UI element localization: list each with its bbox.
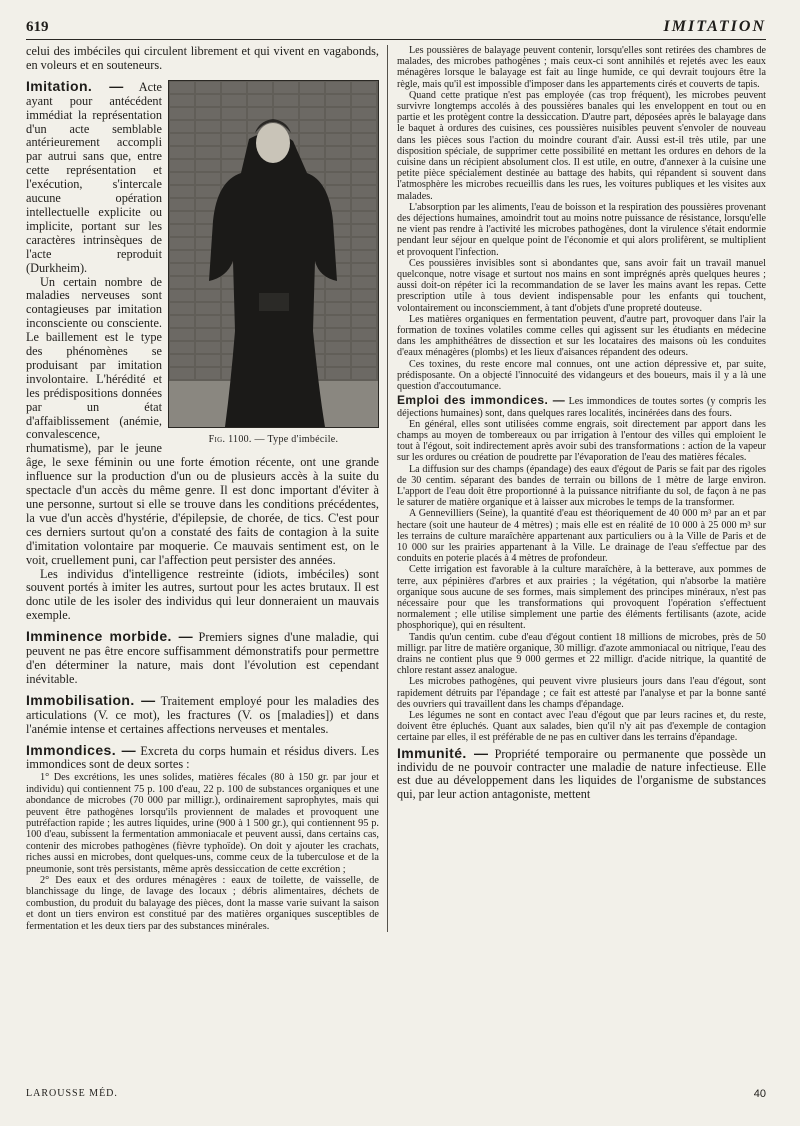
paragraph: Ces poussières invisibles sont si abondantes que, sans avoir fait un travail manuel quelconque, notre visage et surtout nos mains en sont imprégnés après quelques heures ; aussi doit-on répéter ici la recommandation de se laver les mains avant les repas. Cette prescription utile à tous devient indispensable pour les enfants qui touchent, volontairement ou inconsciemment, à tant d'objets d'une propreté douteuse. bbox=[397, 257, 766, 314]
paragraph: L'absorption par les aliments, l'eau de boisson et la respiration des poussières provenant des déjections humaines, amoindrit tout au moins notre puissance de résistance, lorsqu'elle ne vient pas rendre à l'activité les microbes pathogènes, dont la virulence s'était endormie pendant leur séjour en quelque point de l'économie et qui alors prolifèrent, se multiplient et provoquent l'infection. bbox=[397, 201, 766, 258]
page-footer bbox=[26, 1088, 766, 1100]
entry-imminence bbox=[26, 630, 379, 687]
footer-signature: 40 bbox=[753, 1088, 766, 1100]
paragraph: Un certain nombre de maladies nerveuses sont contagieuses par imitation inconsciente ou consciente. Le baillement est le type des phénomènes se produisant par imitation involontaire. L'hérédité et les prédispositions données par un état d'affaiblissement (anémie, convalescence, rhumatisme), par le jeune âge, le sexe féminin ou une forte émotion récente, ont une grande influence sur la production d'un ou de plusieurs accès à la suite du spectacle d'un accès du même genre. Il est donc important d'éviter à une personne, surtout si elle se trouve dans les conditions précédentes, la vue d'un accès d'hystérie, d'épilepsie, de chorée, de tics. C'est pour ces derniers surtout qu'on a constaté des faits de contagion à la suite d'imitation volontaire par moquerie. Ce mauvais sentiment est, on le voit, cruellement puni, car l'affection peut persister des années. bbox=[26, 274, 379, 567]
entry-heading: Immunité. — bbox=[397, 744, 489, 761]
entry-heading: Emploi des immondices. — bbox=[397, 393, 566, 408]
entry-immondices bbox=[26, 741, 379, 933]
entry-imitation bbox=[26, 77, 379, 623]
two-columns bbox=[26, 45, 766, 932]
paragraph: 1° Des excrétions, les unes solides, matières fécales (80 à 150 gr. par jour et individu) qui contiennent 75 p. 100 d'eau, 22 p. 100 de substances organiques et une abondance de microbes (70 000 par milligr.), ordinairement saprophytes, mais qui peuvent être pathogènes lorsqu'ils proviennent de malades et provoquent une putréfaction rapide ; les autres liquides, urine (900 à 1 500 gr.), qui contiennent 95 p. 100 d'eau, subissent la fermentation ammoniacale et peuvent aussi, dans certains cas, contenir des microbes pathogènes (fièvre typhoïde). On doit y ajouter les crachats, riches aussi en microbes, dont quelques-uns, comme ceux de la tuberculose et de la pneumonie, sont très persistants, même après dessiccation de cette excrétion ; bbox=[26, 772, 379, 875]
page-header bbox=[26, 18, 766, 40]
entry-text: Les immondices de toutes sortes (y compris les déjections humaines) sont, dans quelques rares localités, incinérées dans des fours. bbox=[397, 396, 767, 419]
paragraph: En général, elles sont utilisées comme engrais, soit directement par apport dans les champs au moyen de tombereaux ou par irrigation à l'entour des villes qui emploient le tout à l'égout, soit indirectement après avoir subi des transformations : action de la vapeur sur les ordures ou création de poudrette par l'évaporation de l'eau des matières fécales. bbox=[397, 418, 766, 464]
entry-text: Propriété temporaire ou permanente que possède un individu de ne pouvoir contracter une maladie de nature infectieuse. Elle est due au développement dans les liquides de l'organisme de substances qui, par leur action antagoniste, mettent bbox=[397, 746, 767, 801]
paragraph: Les microbes pathogènes, qui peuvent vivre plusieurs jours dans l'eau d'égout, sont rapidement détruits par l'épandage ; ce fait est attesté par l'analyse et par la bonne santé des ouvriers qui travaillent dans les champs d'épandage. bbox=[397, 676, 766, 710]
entry-text: Excreta du corps humain et résidus divers. Les immondices sont de deux sortes : bbox=[26, 743, 379, 772]
entry-text: Traitement employé pour les maladies des articulations (V. ce mot), les fractures (V. os [maladies]) et dans l'anémie intense et certaines affections nerveuses et mentales. bbox=[26, 693, 379, 736]
footer-publisher: LAROUSSE MÉD. bbox=[26, 1088, 118, 1099]
entry-heading: Imminence morbide. — bbox=[26, 628, 193, 645]
paragraph: celui des imbéciles qui circulent librement et qui vivent en vagabonds, en voleurs et en souteneurs. bbox=[26, 44, 379, 72]
paragraph: Les poussières de balayage peuvent contenir, lorsqu'elles sont retirées des chambres de malades, des microbes pathogènes ; mais ceux-ci sont annihilés et rejetés avec les eaux ménagères lorsque le balayage est fait au linge humide, ce qui devrait toujours être la règle, mais qu'il est impossible d'imposer dans les appartements cirés et couverts de tapis. bbox=[397, 45, 766, 90]
figure-label: Fig. 1100. bbox=[208, 433, 252, 445]
entry-text: Premiers signes d'une maladie, qui peuvent ne pas être encore suffisamment démonstratifs pour permettre d'en déterminer la nature, mais dont l'évolution est cependant inévitable. bbox=[26, 630, 379, 686]
entry-heading: Immondices. — bbox=[26, 741, 136, 758]
right-column bbox=[388, 45, 766, 932]
paragraph: Quand cette pratique n'est pas employée (cas trop fréquent), les microbes peuvent survivre longtemps accolés à des poussières banales qui les enveloppent en tout ou en partie et les protègent contre la dessiccation. D'autre part, déposées après le balayage dans le baquet à ordures des cuisines, ces poussières nuisibles peuvent s'envoler de nouveau dans les pièces sous l'action du moindre courant d'air. Aussi est-il très utile, par une disposition spéciale, de supprimer cette possibilité en mettant les ordures en dehors de la cuisine dans un récipient absolument clos. Il est utile, en outre, d'annexer à la cuisine une petite pièce spécialement destinée au battage des habits, qui répandent si souvent dans l'atmosphère les microbes recueillis dans les rues, les voitures publiques et les visites aux malades. bbox=[397, 89, 766, 202]
paragraph: Tandis qu'un centim. cube d'eau d'égout contient 18 millions de microbes, près de 50 milligr. par litre de matière organique, 30 milligr. d'azote ammoniacal ou nitrique, l'eau des drains ne contient plus que 9 000 germes et 22 milligr. d'acide nitrique, la quantité de chlore restant assez analogue. bbox=[397, 631, 766, 677]
paragraph: Les individus d'intelligence restreinte (idiots, imbéciles) sont souvent portés à imiter les autres, surtout pour les actes brutaux. Il est donc utile de les isoler des individus qui leur donneraient un mauvais exemple. bbox=[26, 566, 379, 623]
paragraph: Ces toxines, du reste encore mal connues, ont une action dépressive et, par suite, prédisposante. On a objecté l'innocuité des vidangeurs et des boueurs, mais il y a là une question d'accoutumance. bbox=[397, 358, 766, 393]
figure bbox=[168, 80, 379, 445]
page-number: 619 bbox=[26, 19, 49, 35]
paragraph: Cette irrigation est favorable à la culture maraîchère, à la betterave, aux pommes de terre, aux pépinières d'arbres et aux prairies ; la végétation, qui n'absorbe la matière organique sous aucune de ses formes, mais simplement des principes minéraux, n'est pas nécessaire pour que les transformations qui provoquent l'opération s'effectuent normalement ; elle utilise simplement une partie des éléments fertilisants (azote, acide phosphorique), qui en résultent. bbox=[397, 564, 766, 632]
paragraph: Les matières organiques en fermentation peuvent, d'autre part, provoquer dans l'air la formation de toxines volatiles comme celles qui agissent sur les étudiants en médecine dans les amphithéâtres de dissection et sur les locataires des maisons où les conduites d'eaux ménagères (plombs) et les lieux d'aisances répandent des odeurs. bbox=[397, 313, 766, 359]
paragraph: La diffusion sur des champs (épandage) des eaux d'égout de Paris se fait par des rigoles de 30 centim. séparant des bandes de terrain ou billons de 1 mètre de large environ. L'apport de l'eau doit être proportionné à la puissance nitrifiante du sol, de façon à ne pas le saturer de matière organique et à laisser aux microbes le temps de la transformer. bbox=[397, 463, 766, 509]
running-title: IMITATION bbox=[663, 18, 766, 35]
paragraph: Les légumes ne sont en contact avec l'eau d'égout que par leurs racines et, du reste, doivent être épluchés. Quant aux salades, bien qu'il n'y ait pas d'exemple de contagion certaine par elles, il est préférable de ne pas en cultiver dans les terrains d'épandage. bbox=[397, 709, 766, 744]
left-column bbox=[26, 45, 388, 932]
portrait-photo bbox=[168, 80, 379, 428]
entry-text: Acte ayant pour antécédent immédiat la représentation d'un acte semblable antérieurement accompli par autrui sans que, entre cette représentation et l'exécution, s'intercale aucune opération intellectuelle explicite ou implicite, portant sur les caractères intrinsèques de l'acte reproduit (Durkheim). bbox=[26, 79, 162, 275]
paragraph: 2° Des eaux et des ordures ménagères : eaux de toilette, de vaisselle, de blanchissage du linge, de lavage des locaux ; débris alimentaires, déchets de combustion, du produit du balayage des pièces, dont la masse varie suivant la saison et dont un tiers environ est constitué par des matières organiques susceptibles de fermentation et les deux tiers par des substances minérales. bbox=[26, 874, 379, 932]
entry-immobilisation bbox=[26, 691, 379, 737]
figure-caption bbox=[168, 434, 379, 445]
entry-heading: Immobilisation. — bbox=[26, 691, 156, 708]
paragraph: A Gennevilliers (Seine), la quantité d'eau est théoriquement de 40 000 m³ par an et par hectare (soit une hauteur de 4 mètres) ; mais elle est en réalité de 10 000 à 25 000 m³ sur les terrains de culture maraîchère appartenant aux particuliers ou à la Ville de Paris et de 10 000 sur les prairies appartenant à la Ville. Le drainage de l'eau s'effectue par des conduits en poterie placés à 4 mètres de profondeur. bbox=[397, 508, 766, 565]
figure-caption-text: — Type d'imbécile. bbox=[254, 433, 339, 445]
entry-heading: Imitation. — bbox=[26, 77, 124, 94]
